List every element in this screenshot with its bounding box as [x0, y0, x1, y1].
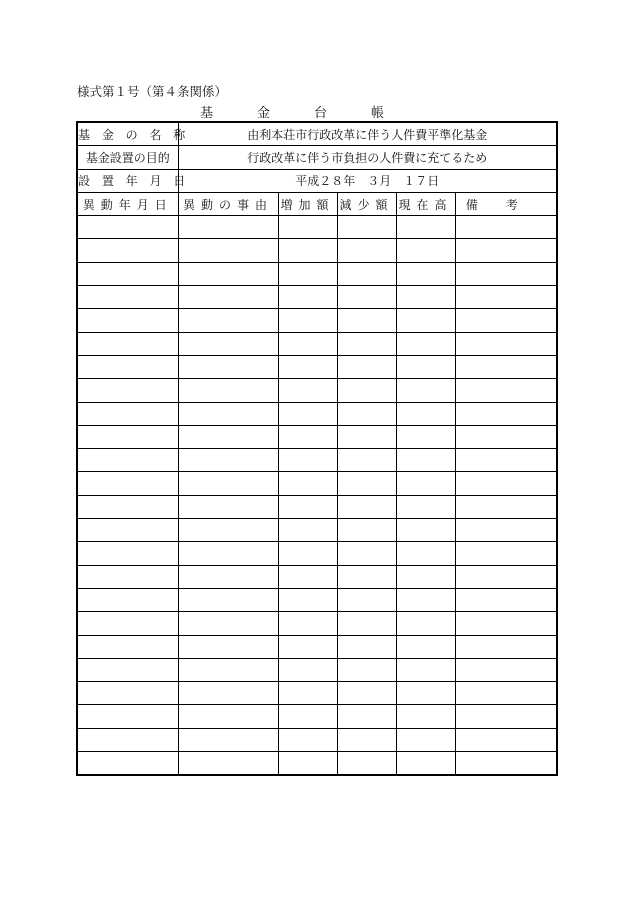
remarks-cell [455, 332, 557, 355]
change-date-cell [77, 635, 178, 658]
increase-cell [278, 216, 337, 239]
info-row-fund-name [77, 122, 557, 146]
increase-cell [278, 309, 337, 332]
balance-cell [396, 658, 455, 681]
change-reason-cell [178, 379, 278, 402]
ledger-entry-row [77, 728, 557, 751]
decrease-cell [337, 425, 396, 448]
decrease-cell [337, 472, 396, 495]
decrease-cell [337, 402, 396, 425]
purpose-label: 基金設置の目的 [77, 146, 178, 169]
increase-cell [278, 402, 337, 425]
ledger-entry-row [77, 682, 557, 705]
remarks-cell [455, 519, 557, 542]
balance-cell [396, 519, 455, 542]
change-reason-cell [178, 495, 278, 518]
column-header-remarks: 備考 [455, 192, 557, 215]
balance-cell [396, 565, 455, 588]
increase-cell [278, 728, 337, 751]
change-date-cell [77, 612, 178, 635]
balance-cell [396, 239, 455, 262]
balance-cell [396, 682, 455, 705]
increase-cell [278, 588, 337, 611]
ledger-entry-row [77, 262, 557, 285]
column-header-decrease: 減少額 [337, 192, 396, 215]
change-reason-cell [178, 728, 278, 751]
fund-name-value: 由利本荘市行政改革に伴う人件費平準化基金 [178, 122, 557, 146]
balance-cell [396, 262, 455, 285]
change-reason-cell [178, 309, 278, 332]
change-reason-cell [178, 752, 278, 776]
decrease-cell [337, 216, 396, 239]
change-date-cell [77, 239, 178, 262]
remarks-cell [455, 705, 557, 728]
change-reason-cell [178, 355, 278, 378]
ledger-entry-row [77, 495, 557, 518]
remarks-cell [455, 216, 557, 239]
column-header-change-reason: 異動の事由 [178, 192, 278, 215]
balance-cell [396, 379, 455, 402]
balance-cell [396, 612, 455, 635]
change-date-cell [77, 565, 178, 588]
ledger-entry-row [77, 705, 557, 728]
remarks-cell [455, 449, 557, 472]
ledger-entry-row [77, 542, 557, 565]
increase-cell [278, 286, 337, 309]
purpose-value: 行政改革に伴う市負担の人件費に充てるため [178, 146, 557, 169]
change-date-cell [77, 332, 178, 355]
change-reason-cell [178, 286, 278, 309]
remarks-cell [455, 728, 557, 751]
ledger-entry-row [77, 565, 557, 588]
balance-cell [396, 332, 455, 355]
remarks-cell [455, 379, 557, 402]
change-reason-cell [178, 262, 278, 285]
balance-cell [396, 402, 455, 425]
change-reason-cell [178, 588, 278, 611]
change-date-cell [77, 402, 178, 425]
increase-cell [278, 705, 337, 728]
remarks-cell [455, 752, 557, 776]
remarks-cell [455, 239, 557, 262]
remarks-cell [455, 658, 557, 681]
ledger-entry-row [77, 332, 557, 355]
change-reason-cell [178, 449, 278, 472]
remarks-cell [455, 565, 557, 588]
change-date-cell [77, 355, 178, 378]
decrease-cell [337, 309, 396, 332]
column-header-balance: 現在高 [396, 192, 455, 215]
column-header-increase: 増加額 [278, 192, 337, 215]
decrease-cell [337, 612, 396, 635]
change-reason-cell [178, 705, 278, 728]
established-date-value: 平成２８年 ３月 １７日 [178, 169, 557, 192]
remarks-cell [455, 402, 557, 425]
increase-cell [278, 519, 337, 542]
ledger-entry-row [77, 588, 557, 611]
change-date-cell [77, 449, 178, 472]
info-row-established-date [77, 169, 557, 192]
decrease-cell [337, 565, 396, 588]
change-reason-cell [178, 332, 278, 355]
change-reason-cell [178, 658, 278, 681]
decrease-cell [337, 262, 396, 285]
increase-cell [278, 332, 337, 355]
change-date-cell [77, 658, 178, 681]
ledger-entry-row [77, 519, 557, 542]
ledger-entry-row [77, 379, 557, 402]
ledger-entry-row [77, 355, 557, 378]
remarks-cell [455, 682, 557, 705]
increase-cell [278, 472, 337, 495]
decrease-cell [337, 752, 396, 776]
remarks-cell [455, 262, 557, 285]
change-date-cell [77, 286, 178, 309]
change-reason-cell [178, 565, 278, 588]
balance-cell [396, 425, 455, 448]
decrease-cell [337, 705, 396, 728]
decrease-cell [337, 728, 396, 751]
decrease-cell [337, 495, 396, 518]
ledger-entry-row [77, 635, 557, 658]
change-reason-cell [178, 542, 278, 565]
change-reason-cell [178, 216, 278, 239]
change-date-cell [77, 262, 178, 285]
established-date-label: 設 置 年 月 日 [77, 169, 178, 192]
balance-cell [396, 728, 455, 751]
increase-cell [278, 262, 337, 285]
decrease-cell [337, 588, 396, 611]
remarks-cell [455, 635, 557, 658]
balance-cell [396, 588, 455, 611]
balance-cell [396, 635, 455, 658]
increase-cell [278, 612, 337, 635]
balance-cell [396, 705, 455, 728]
change-date-cell [77, 472, 178, 495]
ledger-entry-row [77, 239, 557, 262]
change-date-cell [77, 425, 178, 448]
increase-cell [278, 752, 337, 776]
decrease-cell [337, 658, 396, 681]
form-number: 様式第１号（第４条関係） [77, 84, 228, 99]
change-date-cell [77, 495, 178, 518]
change-date-cell [77, 216, 178, 239]
increase-cell [278, 542, 337, 565]
decrease-cell [337, 286, 396, 309]
change-date-cell [77, 728, 178, 751]
remarks-cell [455, 472, 557, 495]
ledger-entry-row [77, 216, 557, 239]
remarks-cell [455, 425, 557, 448]
change-date-cell [77, 309, 178, 332]
remarks-cell [455, 286, 557, 309]
decrease-cell [337, 332, 396, 355]
balance-cell [396, 355, 455, 378]
ledger-entry-row [77, 472, 557, 495]
increase-cell [278, 379, 337, 402]
change-date-cell [77, 752, 178, 776]
increase-cell [278, 239, 337, 262]
ledger-entry-row [77, 309, 557, 332]
info-row-purpose [77, 146, 557, 169]
balance-cell [396, 472, 455, 495]
change-date-cell [77, 519, 178, 542]
remarks-cell [455, 309, 557, 332]
increase-cell [278, 565, 337, 588]
column-header-row [77, 192, 557, 215]
ledger-entry-row [77, 425, 557, 448]
balance-cell [396, 495, 455, 518]
column-header-change-date: 異動年月日 [77, 192, 178, 215]
increase-cell [278, 425, 337, 448]
ledger-title: 基金台帳 [200, 106, 429, 121]
ledger-entry-row [77, 752, 557, 776]
remarks-cell [455, 495, 557, 518]
balance-cell [396, 309, 455, 332]
remarks-cell [455, 355, 557, 378]
ledger-entry-row [77, 286, 557, 309]
fund-ledger-table [76, 121, 558, 776]
change-reason-cell [178, 612, 278, 635]
decrease-cell [337, 519, 396, 542]
change-reason-cell [178, 239, 278, 262]
increase-cell [278, 635, 337, 658]
remarks-cell [455, 612, 557, 635]
change-date-cell [77, 705, 178, 728]
decrease-cell [337, 239, 396, 262]
increase-cell [278, 682, 337, 705]
change-reason-cell [178, 425, 278, 448]
change-date-cell [77, 682, 178, 705]
ledger-entry-row [77, 449, 557, 472]
ledger-entry-row [77, 612, 557, 635]
increase-cell [278, 495, 337, 518]
change-reason-cell [178, 635, 278, 658]
balance-cell [396, 542, 455, 565]
change-reason-cell [178, 472, 278, 495]
change-date-cell [77, 379, 178, 402]
ledger-entry-row [77, 658, 557, 681]
decrease-cell [337, 449, 396, 472]
change-reason-cell [178, 519, 278, 542]
fund-name-label: 基 金 の 名 称 [77, 122, 178, 146]
decrease-cell [337, 635, 396, 658]
balance-cell [396, 216, 455, 239]
balance-cell [396, 286, 455, 309]
change-reason-cell [178, 402, 278, 425]
increase-cell [278, 355, 337, 378]
increase-cell [278, 449, 337, 472]
remarks-cell [455, 542, 557, 565]
balance-cell [396, 449, 455, 472]
decrease-cell [337, 355, 396, 378]
change-reason-cell [178, 682, 278, 705]
change-date-cell [77, 542, 178, 565]
change-date-cell [77, 588, 178, 611]
decrease-cell [337, 542, 396, 565]
decrease-cell [337, 682, 396, 705]
increase-cell [278, 658, 337, 681]
decrease-cell [337, 379, 396, 402]
balance-cell [396, 752, 455, 776]
remarks-cell [455, 588, 557, 611]
ledger-entry-row [77, 402, 557, 425]
